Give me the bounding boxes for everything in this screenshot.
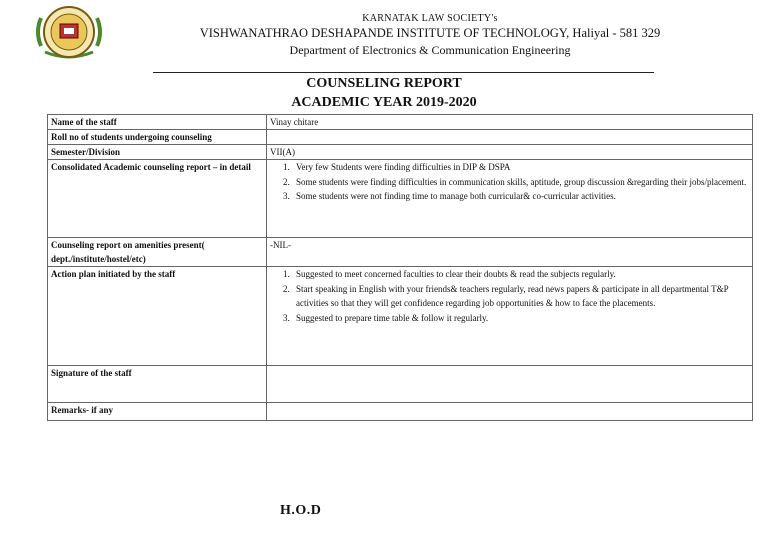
remarks-label: Remarks- if any xyxy=(48,403,267,421)
list-item: 3. Suggested to prepare time table & follow it regularly. xyxy=(292,311,749,326)
table-row xyxy=(48,238,753,267)
academic-year: ACADEMIC YEAR 2019-2020 xyxy=(291,95,477,110)
semester-label: Semester/Division xyxy=(48,145,267,160)
list-item: 3. Some students were not finding time to manage both curricular& co-curricular activities. xyxy=(292,189,749,204)
amenities-value: -NIL- xyxy=(267,238,753,267)
table-row xyxy=(48,403,753,421)
remarks-value xyxy=(267,403,753,421)
table-row xyxy=(48,267,753,366)
table-row xyxy=(48,130,753,145)
counseling-report-table xyxy=(47,114,753,421)
staff-name-label: Name of the staff xyxy=(48,115,267,130)
list-item: 1. Suggested to meet concerned faculties to clear their doubts & read the subjects regularly. xyxy=(292,267,749,282)
consolidated-report-value xyxy=(267,160,753,238)
signature-label: Signature of the staff xyxy=(48,366,267,403)
list-item: 1. Very few Students were finding difficulties in DIP & DSPA xyxy=(292,160,749,175)
table-row xyxy=(48,366,753,403)
table-row xyxy=(48,115,753,130)
action-plan-label: Action plan initiated by the staff xyxy=(48,267,267,366)
consolidated-report-label: Consolidated Academic counseling report – in detail xyxy=(48,160,267,238)
consolidated-list xyxy=(270,160,749,204)
signature-value xyxy=(267,366,753,403)
roll-no-label: Roll no of students undergoing counseling xyxy=(48,130,267,145)
action-plan-value xyxy=(267,267,753,366)
table-row xyxy=(48,145,753,160)
list-item: 2. Some students were finding difficulties in communication skills, aptitude, group discussion &regarding their jobs/placement. xyxy=(292,175,749,190)
header-divider xyxy=(153,72,654,73)
society-name: KARNATAK LAW SOCIETY's xyxy=(362,13,498,24)
table-row xyxy=(48,160,753,238)
report-title: COUNSELING REPORT xyxy=(306,76,462,91)
semester-value: VII(A) xyxy=(267,145,753,160)
department-name: Department of Electronics & Communication Engineering xyxy=(289,43,571,57)
institute-name: VISHWANATHRAO DESHAPANDE INSTITUTE OF TECHNOLOGY, Haliyal - 581 329 xyxy=(199,26,661,40)
hod-signature-label: H.O.D xyxy=(280,503,322,518)
staff-name-value: Vinay chitare xyxy=(267,115,753,130)
action-plan-list xyxy=(270,267,749,325)
institute-logo xyxy=(33,2,105,62)
amenities-label: Counseling report on amenities present( dept./institute/hostel/etc) xyxy=(48,238,267,267)
list-item: 2. Start speaking in English with your friends& teachers regularly, read news papers & participate in all departmental T&P activities so that they will get confidence regarding job opportunities & how to face the placements. xyxy=(292,282,749,311)
roll-no-value xyxy=(267,130,753,145)
